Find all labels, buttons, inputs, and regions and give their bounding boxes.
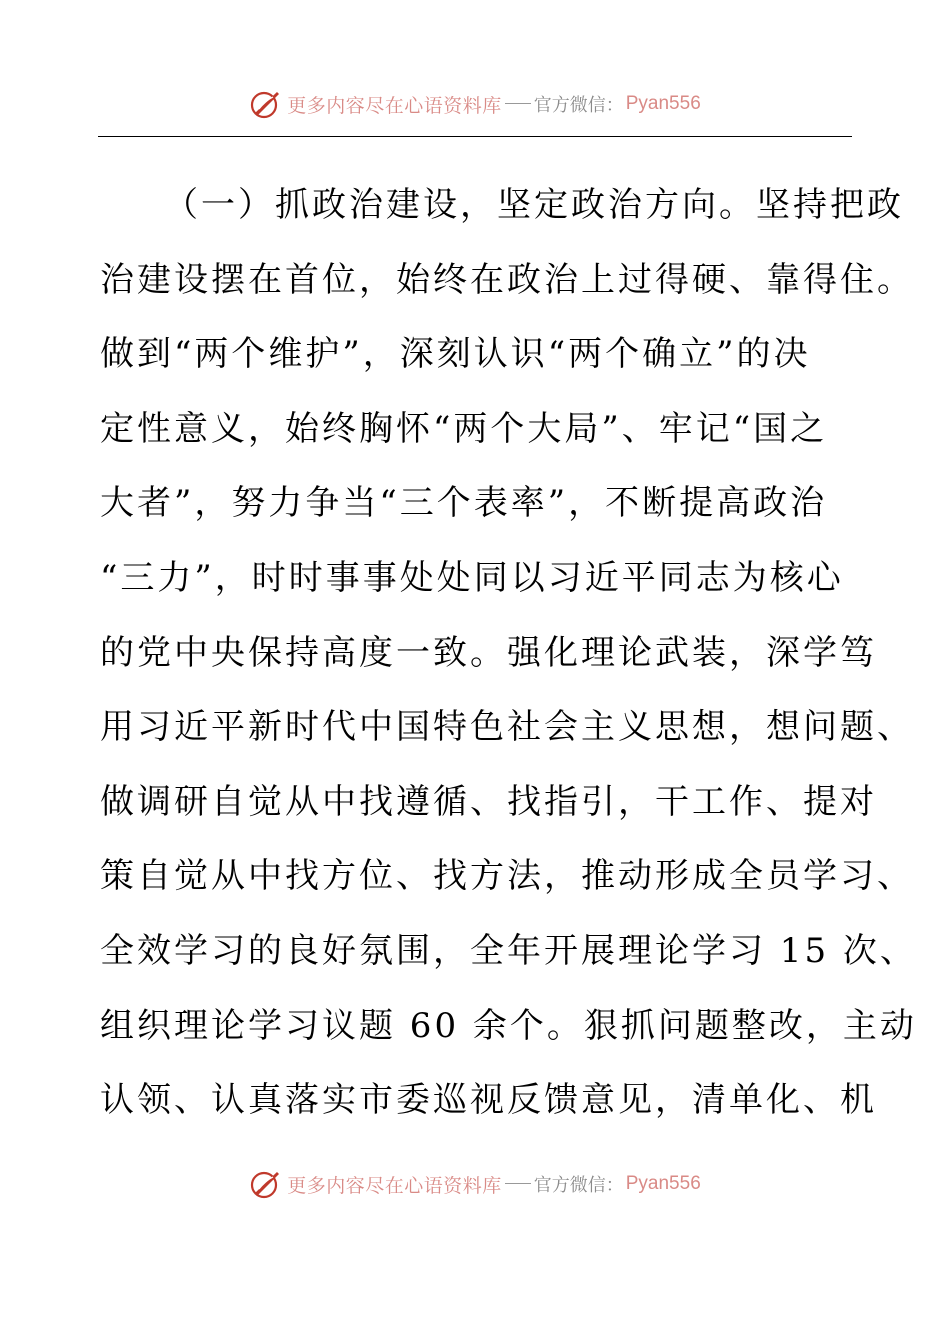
quill-pen-logo-icon	[249, 87, 283, 121]
body-line-13: 认领、认真落实市委巡视反馈意见，清单化、机	[100, 1080, 877, 1121]
quill-pen-logo-icon	[249, 1167, 283, 1201]
watermark-official-label: 官方微信：	[533, 1175, 624, 1196]
document-body	[100, 168, 917, 1138]
body-line-3: 做到“两个维护”，深刻认识“两个确立”的决	[100, 334, 811, 375]
body-line-7: 的党中央保持高度一致。强化理论武装，深学笃	[100, 632, 877, 673]
body-line-2: 治建设摆在首位，始终在政治上过得硬、靠得住。	[100, 259, 914, 300]
body-line-11: 全效学习的良好氛围，全年开展理论学习 15 次、	[100, 930, 917, 971]
body-line-4: 定性意义，始终胸怀“两个大局”、牢记“国之	[100, 408, 828, 449]
footer-watermark	[0, 1164, 950, 1204]
watermark-official-label: 官方微信：	[533, 95, 624, 116]
watermark-brand: 更多内容尽在心语资料库	[287, 94, 502, 117]
body-line-8: 用习近平新时代中国特色社会主义思想，想问题、	[100, 707, 914, 748]
watermark-wechat-id: Pyan556	[625, 93, 701, 114]
body-line-9: 做调研自觉从中找遵循、找指引，干工作、提对	[100, 781, 877, 822]
body-line-12: 组织理论学习议题 60 余个。狠抓问题整改，主动	[100, 1005, 917, 1046]
body-line-10: 策自觉从中找方位、找方法，推动形成全员学习、	[100, 856, 914, 897]
watermark-wechat-id: Pyan556	[625, 1173, 701, 1194]
body-line-6: “三力”，时时事事处处同以习近平同志为核心	[100, 557, 844, 598]
watermark-dash	[505, 1183, 531, 1184]
watermark-dash	[505, 103, 531, 104]
watermark-brand: 更多内容尽在心语资料库	[287, 1174, 502, 1197]
header-divider	[98, 136, 852, 137]
body-line-5: 大者”，努力争当“三个表率”，不断提高政治	[100, 483, 828, 524]
header-watermark	[0, 84, 950, 124]
body-line-1: （一）抓政治建设，坚定政治方向。坚持把政	[164, 185, 904, 225]
